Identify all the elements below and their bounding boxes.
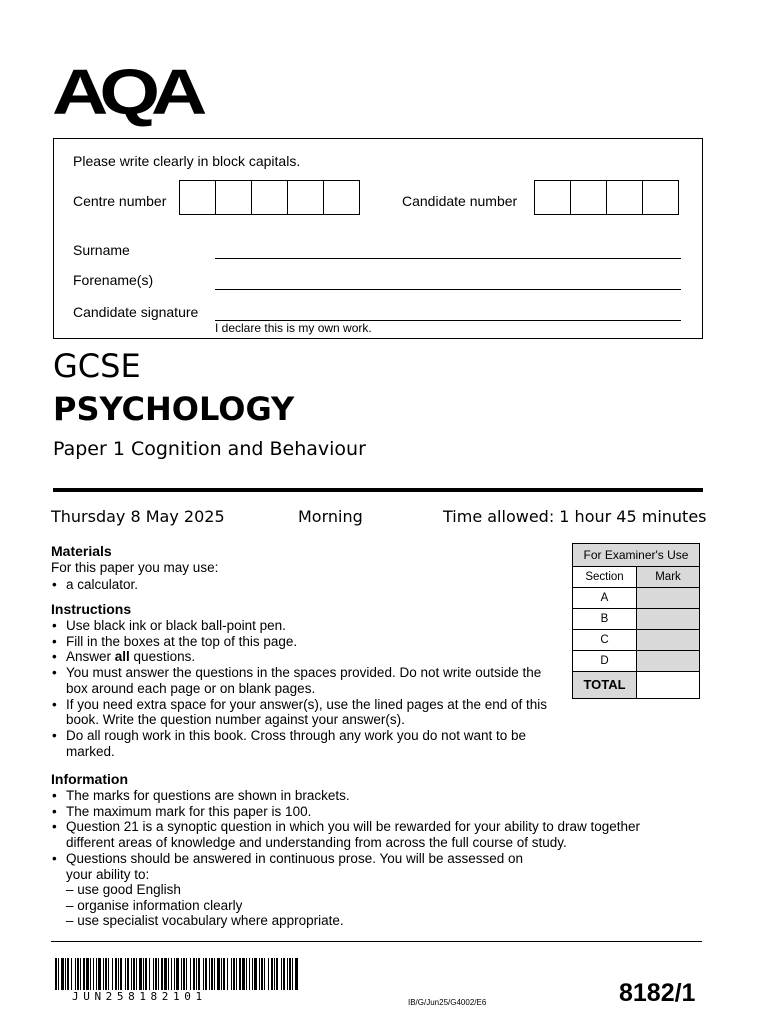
time-allowed: Time allowed: 1 hour 45 minutes	[443, 507, 707, 526]
signature-label: Candidate signature	[73, 304, 199, 320]
list-item: • Do all rough work in this book. Cross through any work you do not want to be marked.	[51, 728, 556, 759]
section-cell: B	[573, 609, 637, 629]
declaration-text: I declare this is my own work.	[215, 321, 372, 335]
list-item: • You must answer the questions in the spaces provided. Do not write outside the box around each page or on blank pages.	[51, 665, 556, 696]
paper-code: 8182/1	[619, 979, 696, 1007]
instructions-list	[51, 618, 556, 759]
answer-pre: Answer	[66, 649, 115, 665]
centre-number-boxes[interactable]	[179, 180, 360, 215]
materials-list	[51, 577, 551, 593]
aqa-logo: AQA	[52, 55, 199, 129]
examiner-table-title: For Examiner's Use	[573, 544, 699, 567]
list-item: • Use black ink or black ball-point pen.	[51, 618, 556, 634]
list-item: – use good English	[66, 882, 181, 897]
list-item: • Fill in the boxes at the top of this page.	[51, 634, 556, 650]
list-item: – use specialist vocabulary where appropriate.	[66, 913, 344, 929]
list-item: • a calculator.	[51, 577, 551, 593]
answer-bold: all	[114, 649, 130, 665]
section-cell: A	[573, 588, 637, 608]
surname-label: Surname	[73, 242, 130, 258]
list-item: • The maximum mark for this paper is 100.	[51, 804, 681, 820]
centre-digit-box[interactable]	[324, 181, 360, 214]
reference-code: IB/G/Jun25/G4002/E6	[408, 998, 487, 1007]
list-item: • If you need extra space for your answer(s), use the lined pages at the end of this book. Write the question number against your answer(s).	[51, 697, 556, 728]
subject-title: PSYCHOLOGY	[53, 390, 295, 428]
total-label: TOTAL	[573, 672, 637, 698]
table-row	[573, 630, 699, 651]
list-item: – organise information clearly	[66, 897, 243, 913]
section-header: Section	[573, 567, 637, 587]
candidate-details-box	[53, 138, 703, 339]
mark-cell	[637, 630, 699, 650]
candidate-digit-box[interactable]	[607, 181, 643, 214]
centre-digit-box[interactable]	[288, 181, 324, 214]
table-row	[573, 567, 699, 588]
forename-label: Forename(s)	[73, 272, 154, 288]
list-item	[51, 649, 556, 665]
materials-intro: For this paper you may use:	[51, 560, 219, 575]
divider-rule	[53, 488, 703, 492]
answer-post: questions.	[129, 649, 196, 665]
assessment-sublist	[51, 882, 344, 929]
centre-digit-box[interactable]	[252, 181, 288, 214]
surname-line[interactable]	[215, 258, 681, 259]
forename-line[interactable]	[215, 289, 681, 290]
candidate-digit-box[interactable]	[571, 181, 607, 214]
table-row	[573, 609, 699, 630]
mark-cell	[637, 609, 699, 629]
information-list	[51, 788, 681, 882]
table-row	[573, 588, 699, 609]
paper-title: Paper 1 Cognition and Behaviour	[53, 438, 366, 460]
centre-number-label: Centre number	[73, 193, 167, 209]
centre-digit-box[interactable]	[180, 181, 216, 214]
list-item: • Questions should be answered in continuous prose. You will be assessed on your ability to:	[51, 851, 553, 882]
list-item: • Question 21 is a synoptic question in which you will be rewarded for your ability to draw together different areas of knowledge and understanding from across the full course of study.	[51, 819, 681, 850]
footer-rule	[51, 941, 702, 942]
list-item: • The marks for questions are shown in brackets.	[51, 788, 681, 804]
candidate-number-boxes[interactable]	[534, 180, 679, 215]
mark-cell	[637, 651, 699, 671]
examiner-use-table	[572, 543, 700, 699]
barcode-image	[55, 958, 299, 990]
section-cell: D	[573, 651, 637, 671]
instructions-heading: Instructions	[51, 601, 132, 617]
table-row	[573, 651, 699, 672]
section-cell: C	[573, 630, 637, 650]
candidate-digit-box[interactable]	[535, 181, 571, 214]
barcode-text: JUN258182101	[72, 990, 207, 1003]
table-row	[573, 672, 699, 698]
centre-digit-box[interactable]	[216, 181, 252, 214]
block-capitals-instruction: Please write clearly in block capitals.	[73, 153, 301, 169]
candidate-number-label: Candidate number	[402, 193, 518, 209]
exam-date: Thursday 8 May 2025	[51, 507, 225, 526]
qualification-title: GCSE	[53, 347, 141, 385]
mark-header: Mark	[637, 567, 699, 587]
materials-heading: Materials	[51, 543, 112, 559]
information-heading: Information	[51, 771, 128, 787]
total-cell	[637, 672, 699, 698]
candidate-digit-box[interactable]	[643, 181, 679, 214]
exam-session: Morning	[298, 507, 363, 526]
mark-cell	[637, 588, 699, 608]
